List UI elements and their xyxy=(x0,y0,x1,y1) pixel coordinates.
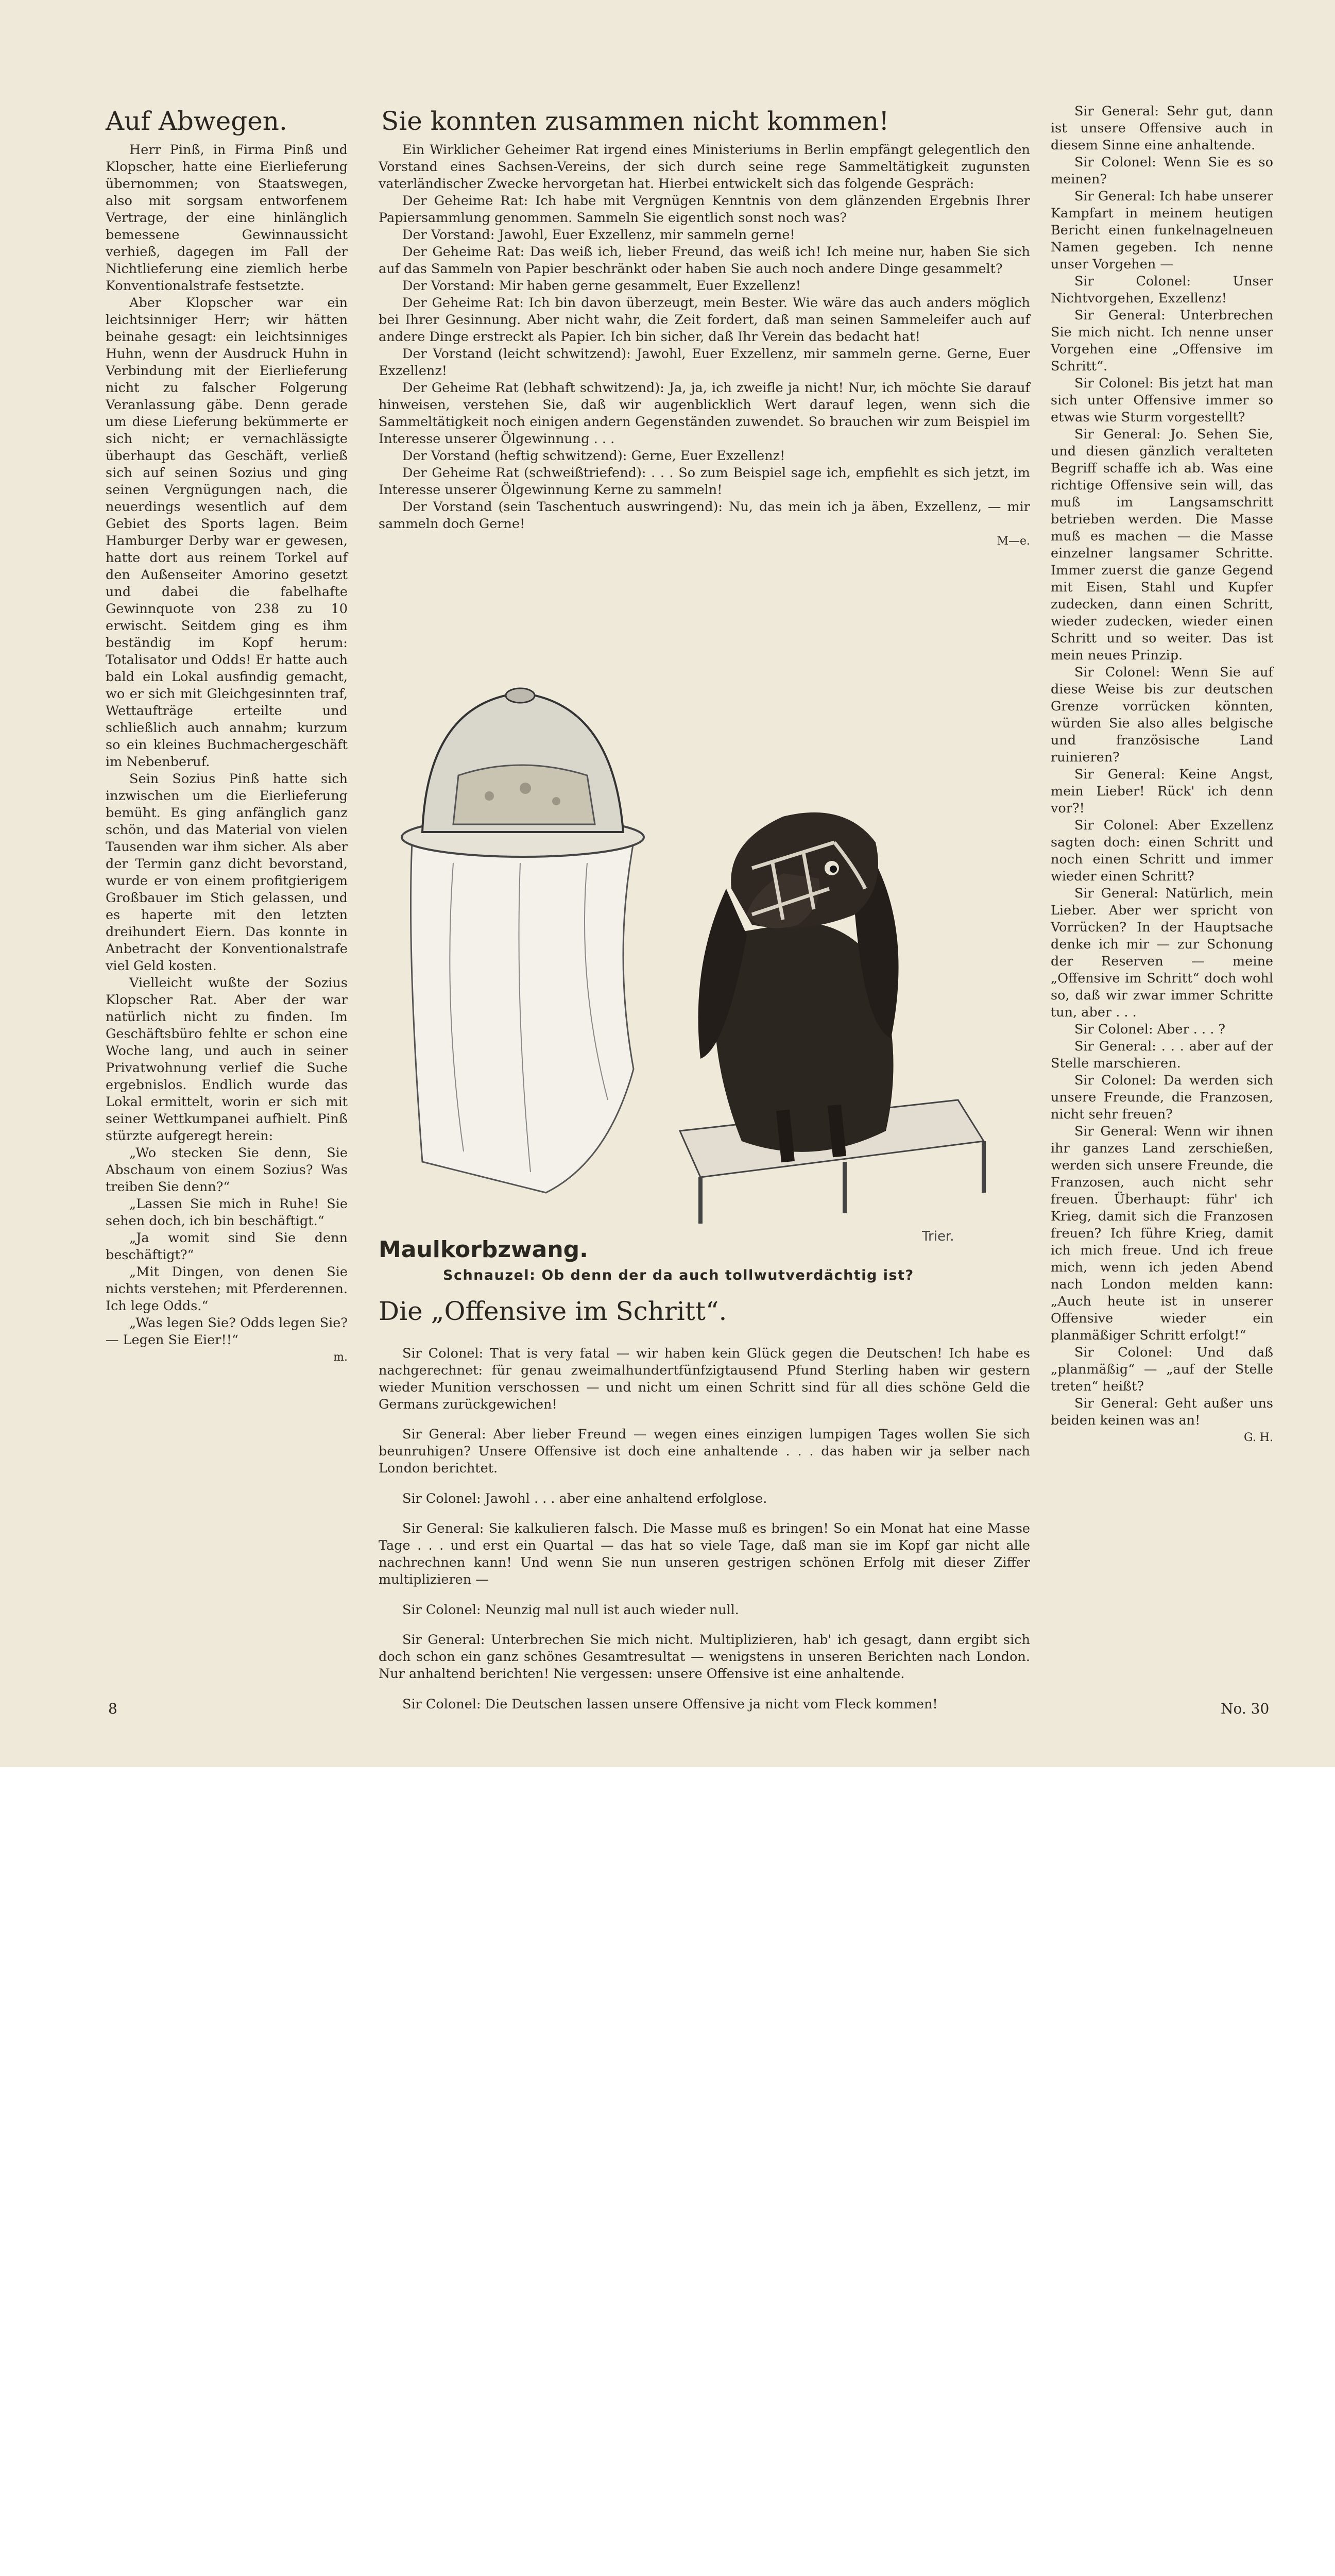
paragraph: Der Vorstand (heftig schwitzend): Gerne, Euer Exzellenz! xyxy=(402,448,785,464)
paragraph: Sein Sozius Pinß hatte sich inzwischen um die Eierlieferung bemüht. Es ging anfänglich ganz schön, und das Material von vielen Tausenden war ihm sicher. Als aber der Termin ganz dicht bevorstand, wurde er von einem profitgierigem Großbauer im Stich gelassen, und es haperte mit den letzten dreihundert Eiern. Das konnte in Anbetracht der Konventionalstrafe viel Geld kosten. xyxy=(106,771,348,974)
paragraph: Der Vorstand: Jawohl, Euer Exzellenz, mir sammeln gerne! xyxy=(402,227,795,243)
paragraph: Der Vorstand (sein Taschentuch auswringend): Nu, das mein ich ja äben, Exzellenz, — mir sammeln doch Gerne! xyxy=(379,499,1030,532)
paragraph: Sir Colonel: Unser Nichtvorgehen, Exzellenz! xyxy=(1051,274,1273,306)
right-column xyxy=(1051,103,1273,1446)
paragraph: Sir Colonel: Die Deutschen lassen unsere Offensive ja nicht vom Fleck kommen! xyxy=(402,1696,938,1712)
cheese xyxy=(453,765,595,824)
paragraph: Sir General: Geht außer uns beiden keinen was an! xyxy=(1051,1396,1273,1428)
paragraph: Sir Colonel: Wenn Sie auf diese Weise bis zur deutschen Grenze vorrücken könnten, würden Sie also alles belgische und französische Land ruinieren? xyxy=(1051,665,1273,765)
paragraph: Sir General: Unterbrechen Sie mich nicht. Multiplizieren, hab' ich gesagt, dann ergibt sich doch schon ein ganz schönes Gesamtresultat — wenigstens in unseren Berichten nach London. Nur anhaltend berichten! Nie vergessen: unsere Offensive ist eine anhaltende. xyxy=(379,1632,1030,1682)
paragraph: „Lassen Sie mich in Ruhe! Sie sehen doch, ich bin beschäftigt.“ xyxy=(106,1196,348,1229)
paragraph: Der Geheime Rat: Ich bin davon überzeugt, mein Bester. Wie wäre das auch anders möglich bei Ihrer Gesinnung. Aber nicht wahr, die Zeit fordert, daß man seinen Sammeleifer auch auf andere Dinge erstreckt als Papier. Ich bin sicher, daß Ihr Verein das bedacht hat! xyxy=(379,295,1030,345)
signature: M—e. xyxy=(997,535,1030,548)
paragraph: Sir General: . . . aber auf der Stelle marschieren. xyxy=(1051,1039,1273,1071)
paragraph: Aber Klopscher war ein leichtsinniger Herr; wir hätten beinahe gesagt: ein leichtsinniges Huhn, wenn der Ausdruck Huhn in Verbindung mit der Eierlieferung nicht zu falscher Folgerung Veranlassung gäbe. Denn gerade um diese Lieferung bekümmerte er sich nicht; er vernachlässigte überhaupt das Geschäft, verließ sich auf seinen Sozius und ging seinen Vergnügungen nach, die neuerdings wesentlich auf dem Gebiet des Sports lagen. Beim Hamburger Derby war er gewesen, hatte dort aus reinem Torkel auf den Außenseiter Amorino gesetzt und dabei die fabelhafte Gewinnquote von 238 zu 10 erwischt. Seitdem ging es ihm beständig im Kopf herum: Totalisator und Odds! Er hatte auch bald ein Lokal ausfindig gemacht, wo er sich mit Gleichgesinnten traf, Wettaufträge erteilte und schließlich auch annahm; kurzum so ein kleines Buchmachergeschäft im Nebenberuf. xyxy=(106,295,348,770)
paragraph: Sir General: Wenn wir ihnen ihr ganzes Land zerschießen, werden sich unsere Freunde, die Franzosen, auch nicht sehr freuen. Überhaupt: führ' ich Krieg, damit sich die Franzosen freuen? Ich führe Krieg, damit ich mich freue. Und ich freue mich, wenn ich jeden Abend nach London melden kann: „Auch heute ist in unserer Offensive wieder ein planmäßiger Schritt erfolgt!“ xyxy=(1051,1124,1273,1343)
paragraph: Der Vorstand (leicht schwitzend): Jawohl, Euer Exzellenz, mir sammeln gerne. Gerne, Euer Exzellenz! xyxy=(379,346,1030,379)
paragraph: Herr Pinß, in Firma Pinß und Klopscher, hatte eine Eierlieferung übernommen; von Staatswegen, also mit sorgsam entworfenem Vertrage, der eine hinlänglich bemessene Gewinnaussicht verhieß, dagegen im Fall der Nichtlieferung eine ziemlich herbe Konventionalstrafe festsetzte. xyxy=(106,142,348,294)
paragraph: Sir General: Natürlich, mein Lieber. Aber wer spricht von Vorrücken? In der Hauptsache denke ich mir — zur Schonung der Reserven — meine „Offensive im Schritt“ doch wohl so, daß wir zwar immer Schritte tun, aber . . . xyxy=(1051,886,1273,1020)
article-title-sie-konnten: Sie konnten zusammen nicht kommen! xyxy=(381,106,889,136)
paragraph: Sir Colonel: Wenn Sie es so meinen? xyxy=(1051,155,1273,187)
paragraph: Sir General: Ich habe unserer Kampfart in meinem heutigen Bericht einen funkelnagelneuen Namen gegeben. Ich nenne unser Vorgehen — xyxy=(1051,189,1273,272)
paragraph: Sir Colonel: Da werden sich unsere Freunde, die Franzosen, nicht sehr freuen? xyxy=(1051,1073,1273,1122)
paragraph: Sir General: Sie kalkulieren falsch. Die Masse muß es bringen! So ein Monat hat eine Masse Tage . . . und erst ein Quartal — das hat so viele Tage, daß man sie im Kopf gar nicht alle nachrechnen kann! Und wenn Sie nun unseren gestrigen schönen Erfolg mit dieser Ziffer multiplizieren — xyxy=(379,1521,1030,1587)
article-title-offensive: Die „Offensive im Schritt“. xyxy=(379,1296,727,1326)
paragraph: Der Vorstand: Mir haben gerne gesammelt, Euer Exzellenz! xyxy=(402,278,801,294)
paragraph: Der Geheime Rat: Ich habe mit Vergnügen Kenntnis von dem glänzenden Ergebnis Ihrer Papiersammlung genommen. Sammeln Sie eigentlich sonst noch was? xyxy=(379,193,1030,226)
paragraph: Der Geheime Rat (schweißtriefend): . . . So zum Beispiel sage ich, empfiehlt es sich jetzt, im Interesse unserer Ölgewinnung Kerne zu sammeln! xyxy=(379,465,1030,498)
cartoon-dog-muzzle-illustration xyxy=(391,647,1009,1231)
paragraph: „Mit Dingen, von denen Sie nichts verstehen; mit Pferderennen. Ich lege Odds.“ xyxy=(106,1264,348,1314)
paragraph: Vielleicht wußte der Sozius Klopscher Rat. Aber der war natürlich nicht zu finden. Im Geschäftsbüro fehlte er schon eine Woche lang, und auch in seiner Privatwohnung verlief die Suche ergebnislos. Endlich wurde das Lokal ermittelt, worin er sich mit seiner Wettkumpanei aufhielt. Pinß stürzte aufgeregt herein: xyxy=(106,975,348,1144)
article-title-auf-abwegen: Auf Abwegen. xyxy=(106,106,287,136)
paragraph: Sir Colonel: Jawohl . . . aber eine anhaltend erfolglose. xyxy=(402,1490,767,1506)
paragraph: Sir Colonel: Aber . . . ? xyxy=(1074,1022,1226,1037)
paragraph: Sir General: Aber lieber Freund — wegen eines einzigen lumpigen Tages wollen Sie sich beunruhigen? Unsere Offensive ist doch eine anhaltende . . . das haben wir ja selber nach London berichtet. xyxy=(379,1427,1030,1476)
left-column xyxy=(106,142,348,1366)
cartoon-title: Maulkorbzwang. xyxy=(379,1236,588,1263)
paragraph: Sir Colonel: Und daß „planmäßig“ — „auf der Stelle treten“ heißt? xyxy=(1051,1345,1273,1394)
dome-handle xyxy=(506,688,535,703)
paragraph: „Wo stecken Sie denn, Sie Abschaum von einem Sozius? Was treiben Sie denn?“ xyxy=(106,1145,348,1195)
page-number: 8 xyxy=(108,1700,117,1717)
middle-column xyxy=(379,142,1030,550)
artist-signature: Trier. xyxy=(922,1229,954,1244)
cartoon-caption: Schnauzel: Ob denn der da auch tollwutverdächtig ist? xyxy=(443,1267,914,1283)
paragraph: Sir General: Unterbrechen Sie mich nicht. Ich nenne unser Vorgehen eine „Offensive im Schritt“. xyxy=(1051,308,1273,374)
signature: m. xyxy=(333,1351,348,1364)
paragraph: Sir Colonel: Neunzig mal null ist auch wieder null. xyxy=(402,1602,739,1618)
paragraph: „Ja womit sind Sie denn beschäftigt?“ xyxy=(106,1230,348,1263)
table-cloth xyxy=(411,842,634,1193)
paragraph: „Was legen Sie? Odds legen Sie? — Legen Sie Eier!!“ xyxy=(106,1315,348,1348)
paragraph: Sir General: Keine Angst, mein Lieber! Rück' ich denn vor?! xyxy=(1051,767,1273,816)
paragraph: Sir Colonel: Bis jetzt hat man sich unter Offensive immer so etwas wie Sturm vorgestellt? xyxy=(1051,376,1273,425)
paragraph: Sir General: Jo. Sehen Sie, und diesen gänzlich veralteten Begriff schaffe ich ab. Was eine richtige Offensive sein will, das muß im Langsamschritt betrieben werden. Die Masse muß es machen — die Masse einzelner langsamer Schritte. Immer zuerst die ganze Gegend mit Eisen, Stahl und Kupfer zudecken, dann einen Schritt, wieder zudecken, wieder einen Schritt und so weiter. Das ist mein neues Prinzip. xyxy=(1051,427,1273,663)
paragraph: Der Geheime Rat (lebhaft schwitzend): Ja, ja, ich zweifle ja nicht! Nur, ich möchte Sie darauf hinweisen, verstehen Sie, daß wir augenblicklich Wert darauf legen, wenn sich die Sammeltätigkeit noch einigen andern Gegenständen zuwendet. So brauchen wir zum Beispiel im Interesse unserer Ölgewinnung . . . xyxy=(379,380,1030,447)
paragraph: Ein Wirklicher Geheimer Rat irgend eines Ministeriums in Berlin empfängt gelegentlich den Vorstand eines Sachsen-Vereins, der sich durch seine rege Sammeltätigkeit zugunsten vaterländischer Zwecke hervorgetan hat. Hierbei entwickelt sich das folgende Gespräch: xyxy=(379,142,1030,192)
offensive-article-body xyxy=(379,1332,1030,1726)
paragraph: Sir Colonel: That is very fatal — wir haben kein Glück gegen die Deutschen! Ich habe es nachgerechnet: für genau zweimalhundertfünfzigtausend Pfund Sterling haben wir gestern wieder Munition verschossen — und nicht um einen Schritt sind für all dies schöne Geld die Germans zurückgewichen! xyxy=(379,1345,1030,1412)
paragraph: Der Geheime Rat: Das weiß ich, lieber Freund, das weiß ich! Ich meine nur, haben Sie sich auf das Sammeln von Papier beschränkt oder haben Sie auch noch andere Dinge gesammelt? xyxy=(379,244,1030,277)
viewer-footer xyxy=(0,1767,1335,1886)
issue-number: No. 30 xyxy=(1221,1700,1270,1717)
paragraph: Sir General: Sehr gut, dann ist unsere Offensive auch in diesem Sinne eine anhaltende. xyxy=(1051,104,1273,153)
paragraph: Sir Colonel: Aber Exzellenz sagten doch: einen Schritt und noch einen Schritt und immer wieder einen Schritt? xyxy=(1051,818,1273,884)
signature: G. H. xyxy=(1244,1431,1273,1444)
